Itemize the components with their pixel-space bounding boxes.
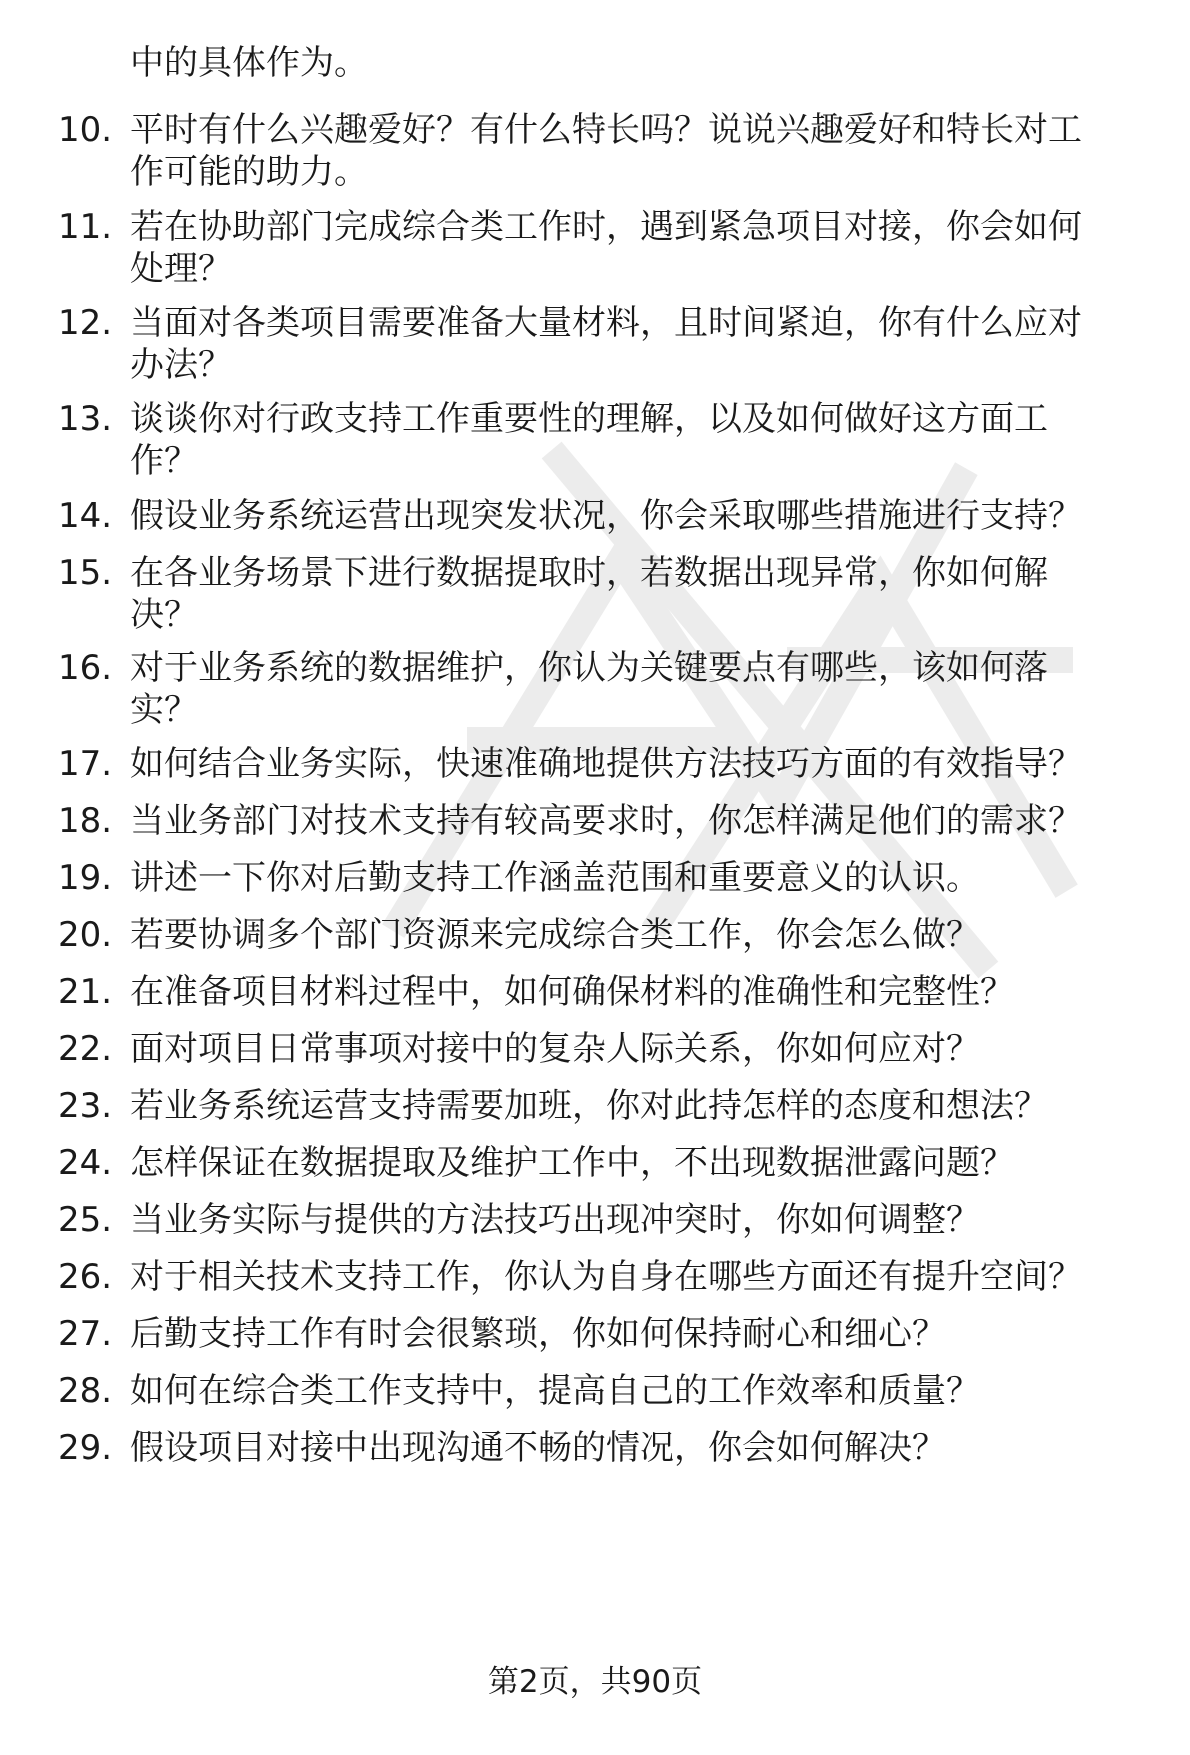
- question-text-line: 假设业务系统运营出现突发状况，你会采取哪些措施进行支持？: [130, 496, 1082, 536]
- question-text: [130, 857, 1160, 899]
- question-text-line: 如何结合业务实际，快速准确地提供方法技巧方面的有效指导？: [130, 744, 1082, 784]
- question-text: [130, 1199, 1160, 1241]
- question-number: 18.: [58, 801, 113, 841]
- question-text: [130, 1085, 1160, 1127]
- question-text: [130, 1028, 1160, 1070]
- question-text: [130, 1142, 1160, 1184]
- question-number: 13.: [58, 399, 113, 439]
- question-number: 23.: [58, 1086, 113, 1126]
- question-text: [130, 971, 1160, 1013]
- question-number: 19.: [58, 858, 113, 898]
- question-text-line: 面对项目日常事项对接中的复杂人际关系，你如何应对？: [130, 1029, 980, 1069]
- question-text-line: 若业务系统运营支持需要加班，你对此持怎样的态度和想法？: [130, 1086, 1048, 1126]
- question-text-line: 在准备项目材料过程中，如何确保材料的准确性和完整性？: [130, 972, 1014, 1012]
- question-text: [130, 302, 1160, 386]
- question-text: [130, 552, 1160, 636]
- question-number: 12.: [58, 303, 113, 343]
- question-text: [130, 1256, 1160, 1298]
- question-text-line: 在各业务场景下进行数据提取时，若数据出现异常，你如何解: [130, 553, 1048, 593]
- question-text-line: 如何在综合类工作支持中，提高自己的工作效率和质量？: [130, 1371, 980, 1411]
- question-number: 17.: [58, 744, 113, 784]
- question-number: 11.: [58, 207, 113, 247]
- question-text-line: 作可能的助力。: [130, 152, 368, 192]
- continuation-text: 中的具体作为。: [130, 43, 368, 83]
- question-text-line: 若要协调多个部门资源来完成综合类工作，你会怎么做？: [130, 915, 980, 955]
- question-text: [130, 743, 1160, 785]
- question-text-line: 实？: [130, 690, 198, 730]
- question-text: [130, 914, 1160, 956]
- question-number: 25.: [58, 1200, 113, 1240]
- question-text-line: 处理？: [130, 249, 232, 289]
- question-text-line: 对于业务系统的数据维护，你认为关键要点有哪些，该如何落: [130, 648, 1048, 688]
- question-text: [130, 109, 1160, 193]
- question-text: [130, 206, 1160, 290]
- question-number: 22.: [58, 1029, 113, 1069]
- question-text: [130, 495, 1160, 537]
- question-text-line: 对于相关技术支持工作，你认为自身在哪些方面还有提升空间？: [130, 1257, 1082, 1297]
- page-number-footer: 第2页，共90页: [487, 1664, 703, 1700]
- question-number: 16.: [58, 648, 113, 688]
- question-number: 14.: [58, 496, 113, 536]
- question-text-line: 假设项目对接中出现沟通不畅的情况，你会如何解决？: [130, 1428, 946, 1468]
- question-text-line: 当业务部门对技术支持有较高要求时，你怎样满足他们的需求？: [130, 801, 1082, 841]
- question-text-line: 当面对各类项目需要准备大量材料，且时间紧迫，你有什么应对: [130, 303, 1082, 343]
- question-text-line: 办法？: [130, 345, 232, 385]
- question-text: [130, 398, 1160, 482]
- question-number: 10.: [58, 110, 113, 150]
- question-number: 21.: [58, 972, 113, 1012]
- question-number: 15.: [58, 553, 113, 593]
- question-number: 20.: [58, 915, 113, 955]
- question-text: [130, 1427, 1160, 1469]
- question-number: 28.: [58, 1371, 113, 1411]
- question-text-line: 后勤支持工作有时会很繁琐，你如何保持耐心和细心？: [130, 1314, 946, 1354]
- question-text-line: 若在协助部门完成综合类工作时，遇到紧急项目对接，你会如何: [130, 207, 1082, 247]
- question-text: [130, 1313, 1160, 1355]
- question-text-line: 当业务实际与提供的方法技巧出现冲突时，你如何调整？: [130, 1200, 980, 1240]
- question-text-line: 讲述一下你对后勤支持工作涵盖范围和重要意义的认识。: [130, 858, 980, 898]
- question-number: 29.: [58, 1428, 113, 1468]
- question-text-line: 平时有什么兴趣爱好？有什么特长吗？说说兴趣爱好和特长对工: [130, 110, 1082, 150]
- question-number: 24.: [58, 1143, 113, 1183]
- question-text: [130, 800, 1160, 842]
- question-text-line: 怎样保证在数据提取及维护工作中，不出现数据泄露问题？: [130, 1143, 1014, 1183]
- question-number: 27.: [58, 1314, 113, 1354]
- question-text-line: 谈谈你对行政支持工作重要性的理解，以及如何做好这方面工: [130, 399, 1048, 439]
- question-text-line: 决？: [130, 595, 198, 635]
- question-text-line: 作？: [130, 441, 198, 481]
- question-text: [130, 1370, 1160, 1412]
- question-number: 26.: [58, 1257, 113, 1297]
- question-text: [130, 647, 1160, 731]
